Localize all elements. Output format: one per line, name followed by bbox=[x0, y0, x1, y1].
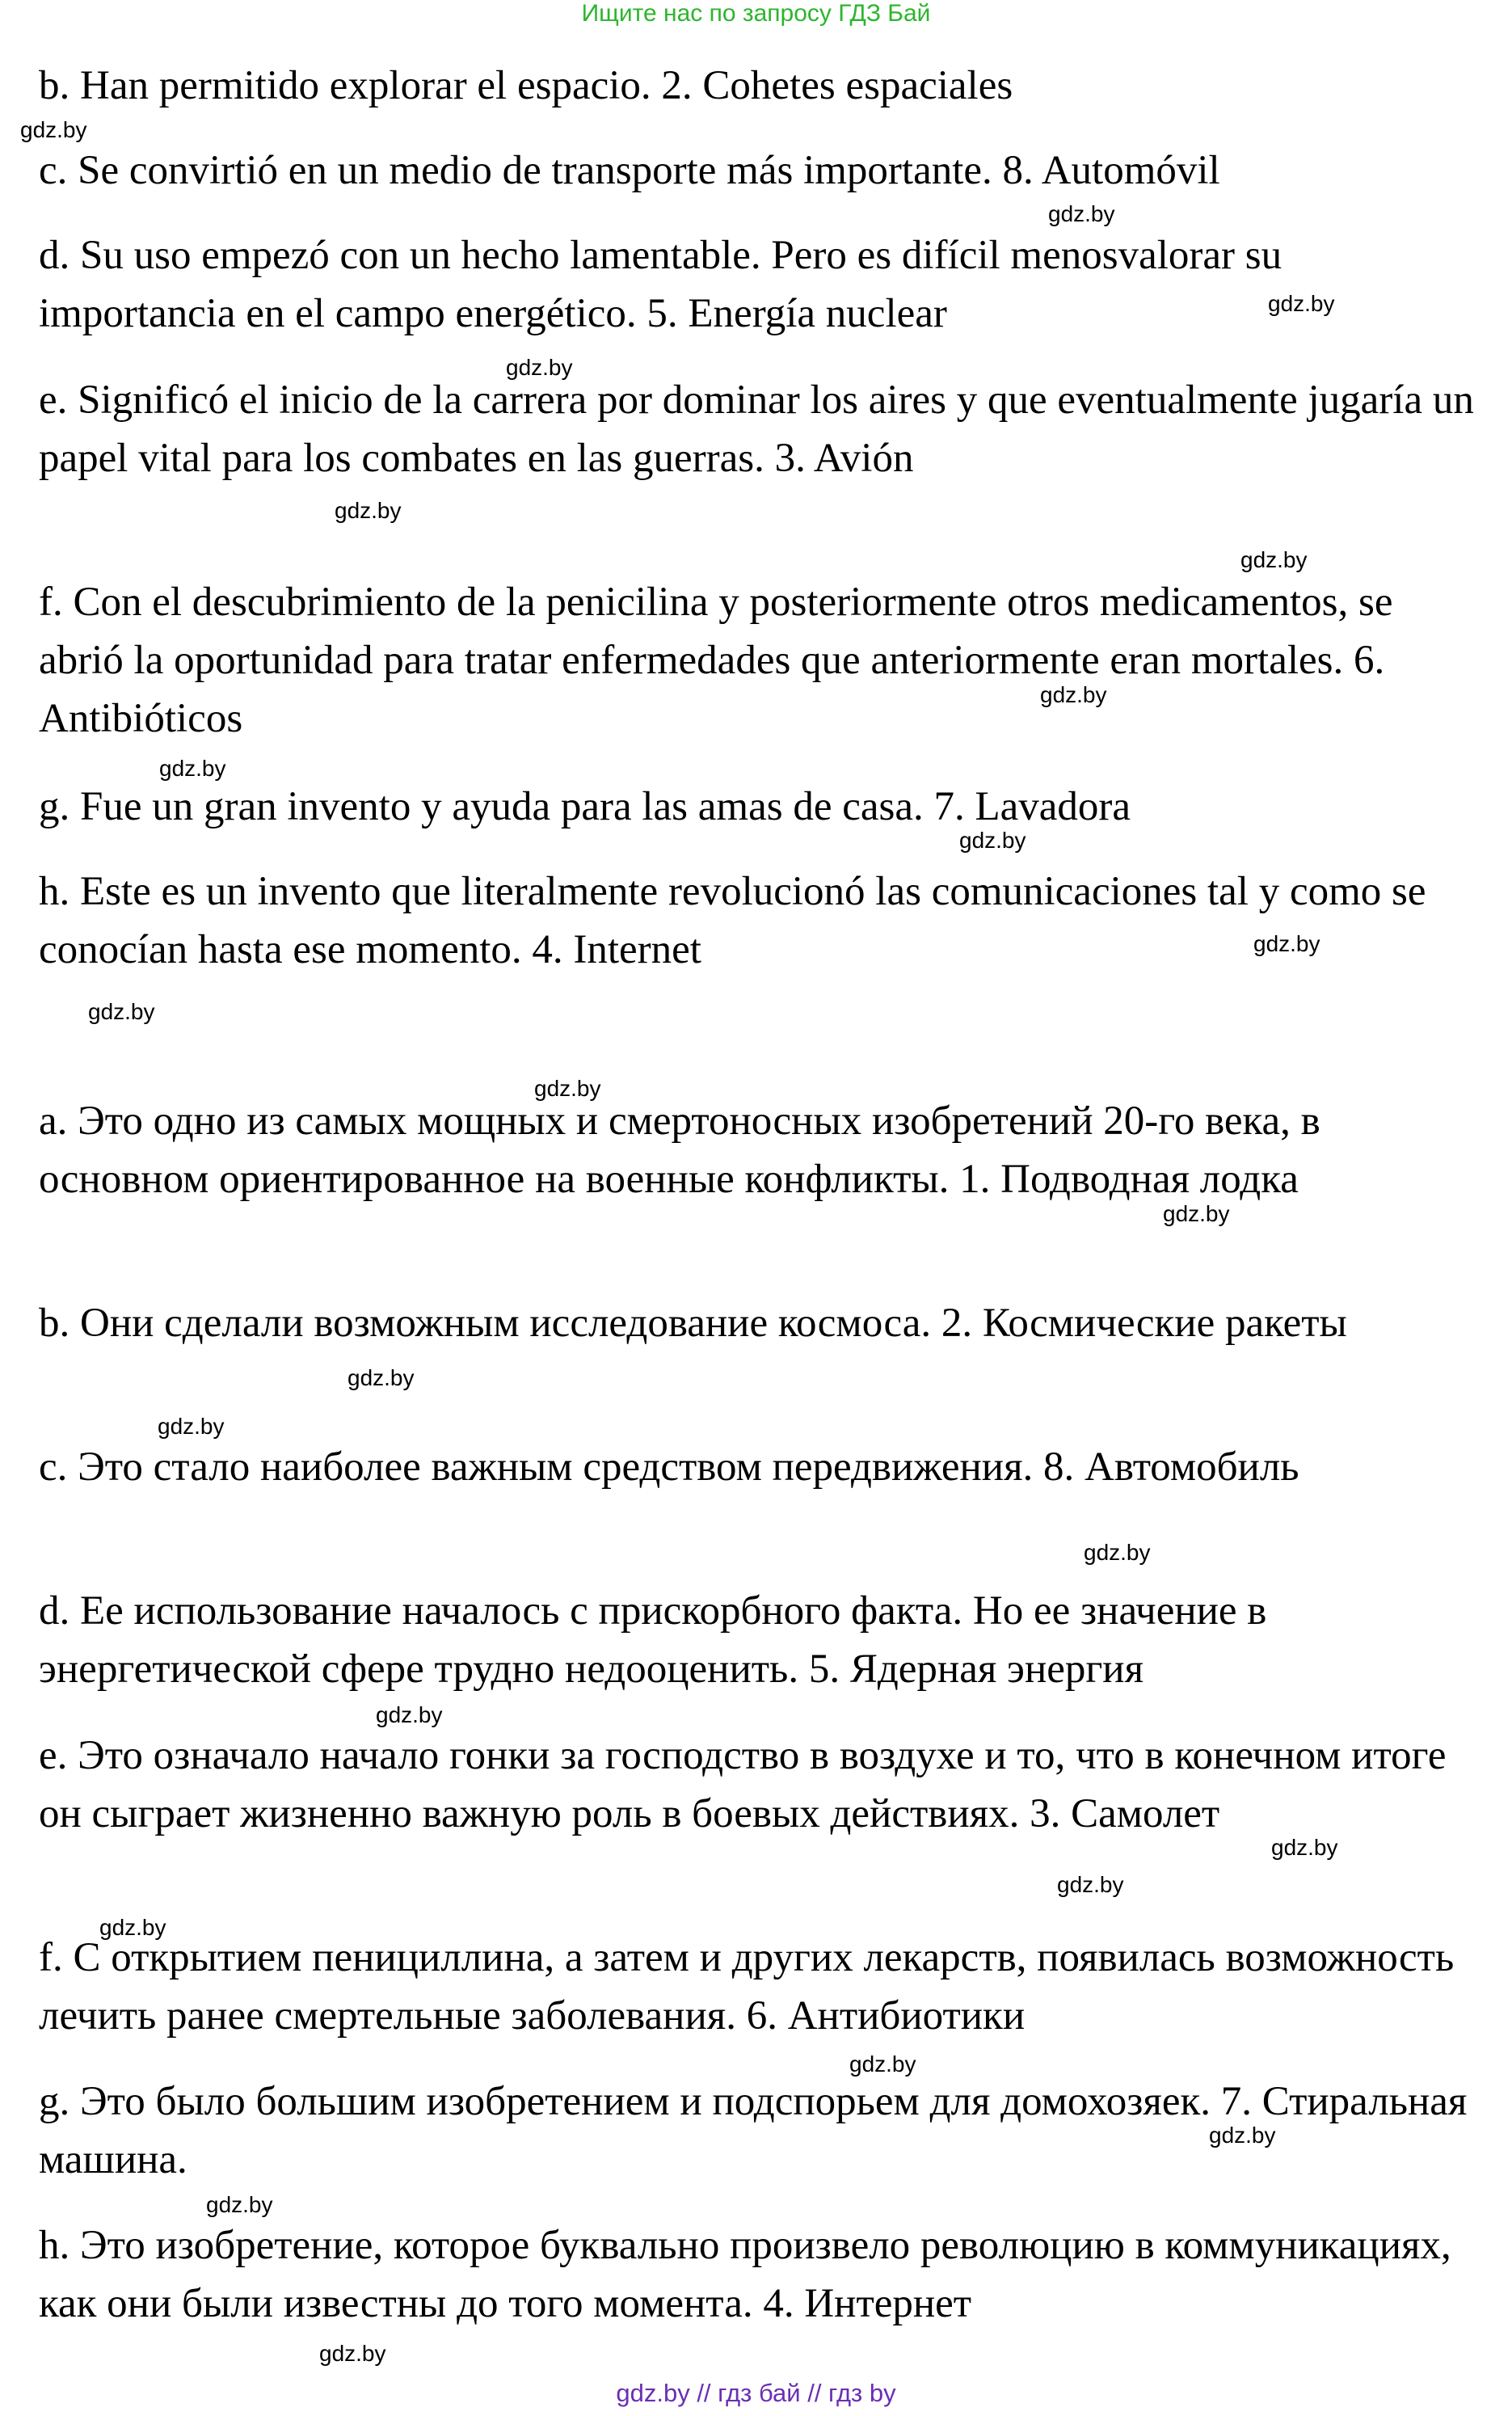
russian-item-c: c. Это стало наиболее важным средством передвижения. 8. Автомобиль bbox=[39, 1444, 1299, 1490]
spanish-item-h: h. Este es un invento que literalmente revolucionó las comunicaciones tal y como se conocían hasta ese momento. 4. Internet bbox=[39, 869, 1426, 972]
watermark: gdz.by bbox=[376, 1702, 443, 1727]
russian-item-d: d. Ее использование началось с прискорбного факта. Но ее значение в энергетической сфере трудно недооценить. 5. Ядерная энергия bbox=[39, 1588, 1267, 1692]
watermark: gdz.by bbox=[206, 2192, 273, 2217]
header-banner: Ищите нас по запросу ГДЗ Бай bbox=[581, 0, 931, 27]
spanish-item-d: d. Su uso empezó con un hecho lamentable. Pero es difícil menosvalorar su importancia en el campo energético. 5. Energía nuclear bbox=[39, 233, 1282, 336]
watermark: gdz.by bbox=[1271, 1835, 1338, 1860]
watermark: gdz.by bbox=[99, 1915, 166, 1940]
russian-item-f: f. С открытием пенициллина, а затем и других лекарств, появилась возможность лечить ранее смертельные заболевания. 6. Антибиотики bbox=[39, 1935, 1455, 2039]
watermark: gdz.by bbox=[159, 756, 226, 781]
watermark: gdz.by bbox=[88, 999, 155, 1024]
watermark: gdz.by bbox=[158, 1414, 225, 1439]
watermark: gdz.by bbox=[849, 2051, 916, 2077]
russian-item-a: a. Это одно из самых мощных и смертоносных изобретений 20-го века, в основном ориентированное на военные конфликты. 1. Подводная лодка bbox=[39, 1098, 1320, 1202]
russian-item-e: e. Это означало начало гонки за господство в воздухе и то, что в конечном итоге он сыграет жизненно важную роль в боевых действиях. 3. Самолет bbox=[39, 1733, 1447, 1836]
watermark: gdz.by bbox=[319, 2341, 386, 2366]
watermark: gdz.by bbox=[1048, 201, 1115, 226]
watermark: gdz.by bbox=[1057, 1872, 1124, 1897]
watermark: gdz.by bbox=[1040, 682, 1107, 707]
watermark: gdz.by bbox=[335, 498, 402, 523]
footer-links[interactable]: gdz.by // гдз бай // гдз by bbox=[616, 2379, 896, 2407]
watermark: gdz.by bbox=[534, 1076, 601, 1101]
watermark: gdz.by bbox=[506, 355, 573, 380]
spanish-item-c: c. Se convirtió en un medio de transporte más importante. 8. Automóvil bbox=[39, 148, 1220, 193]
watermark: gdz.by bbox=[20, 117, 87, 142]
watermark: gdz.by bbox=[1253, 931, 1320, 956]
watermark: gdz.by bbox=[347, 1365, 415, 1390]
watermark: gdz.by bbox=[1163, 1201, 1230, 1226]
watermark: gdz.by bbox=[959, 828, 1026, 853]
spanish-item-b: b. Han permitido explorar el espacio. 2. Cohetes espaciales bbox=[39, 63, 1013, 108]
watermark: gdz.by bbox=[1240, 547, 1308, 572]
spanish-item-g: g. Fue un gran invento y ayuda para las amas de casa. 7. Lavadora bbox=[39, 784, 1131, 829]
russian-item-b: b. Они сделали возможным исследование космоса. 2. Космические ракеты bbox=[39, 1301, 1347, 1346]
russian-item-g: g. Это было большим изобретением и подспорьем для домохозяек. 7. Стиральная машина. bbox=[39, 2079, 1468, 2182]
watermark: gdz.by bbox=[1084, 1540, 1151, 1565]
spanish-item-e: e. Significó el inicio de la carrera por dominar los aires y que eventualmente jugaría un papel vital para los combates en las guerras. 3. Avión bbox=[39, 377, 1474, 481]
spanish-item-f: f. Con el descubrimiento de la penicilina y posteriormente otros medicamentos, se abrió la oportunidad para tratar enfermedades que anteriormente eran mortales. 6. Antibióticos bbox=[39, 580, 1393, 741]
watermark: gdz.by bbox=[1209, 2123, 1276, 2148]
watermark: gdz.by bbox=[1268, 291, 1335, 316]
russian-item-h: h. Это изобретение, которое буквально произвело революцию в коммуникациях, как они были известны до того момента. 4. Интернет bbox=[39, 2223, 1451, 2326]
